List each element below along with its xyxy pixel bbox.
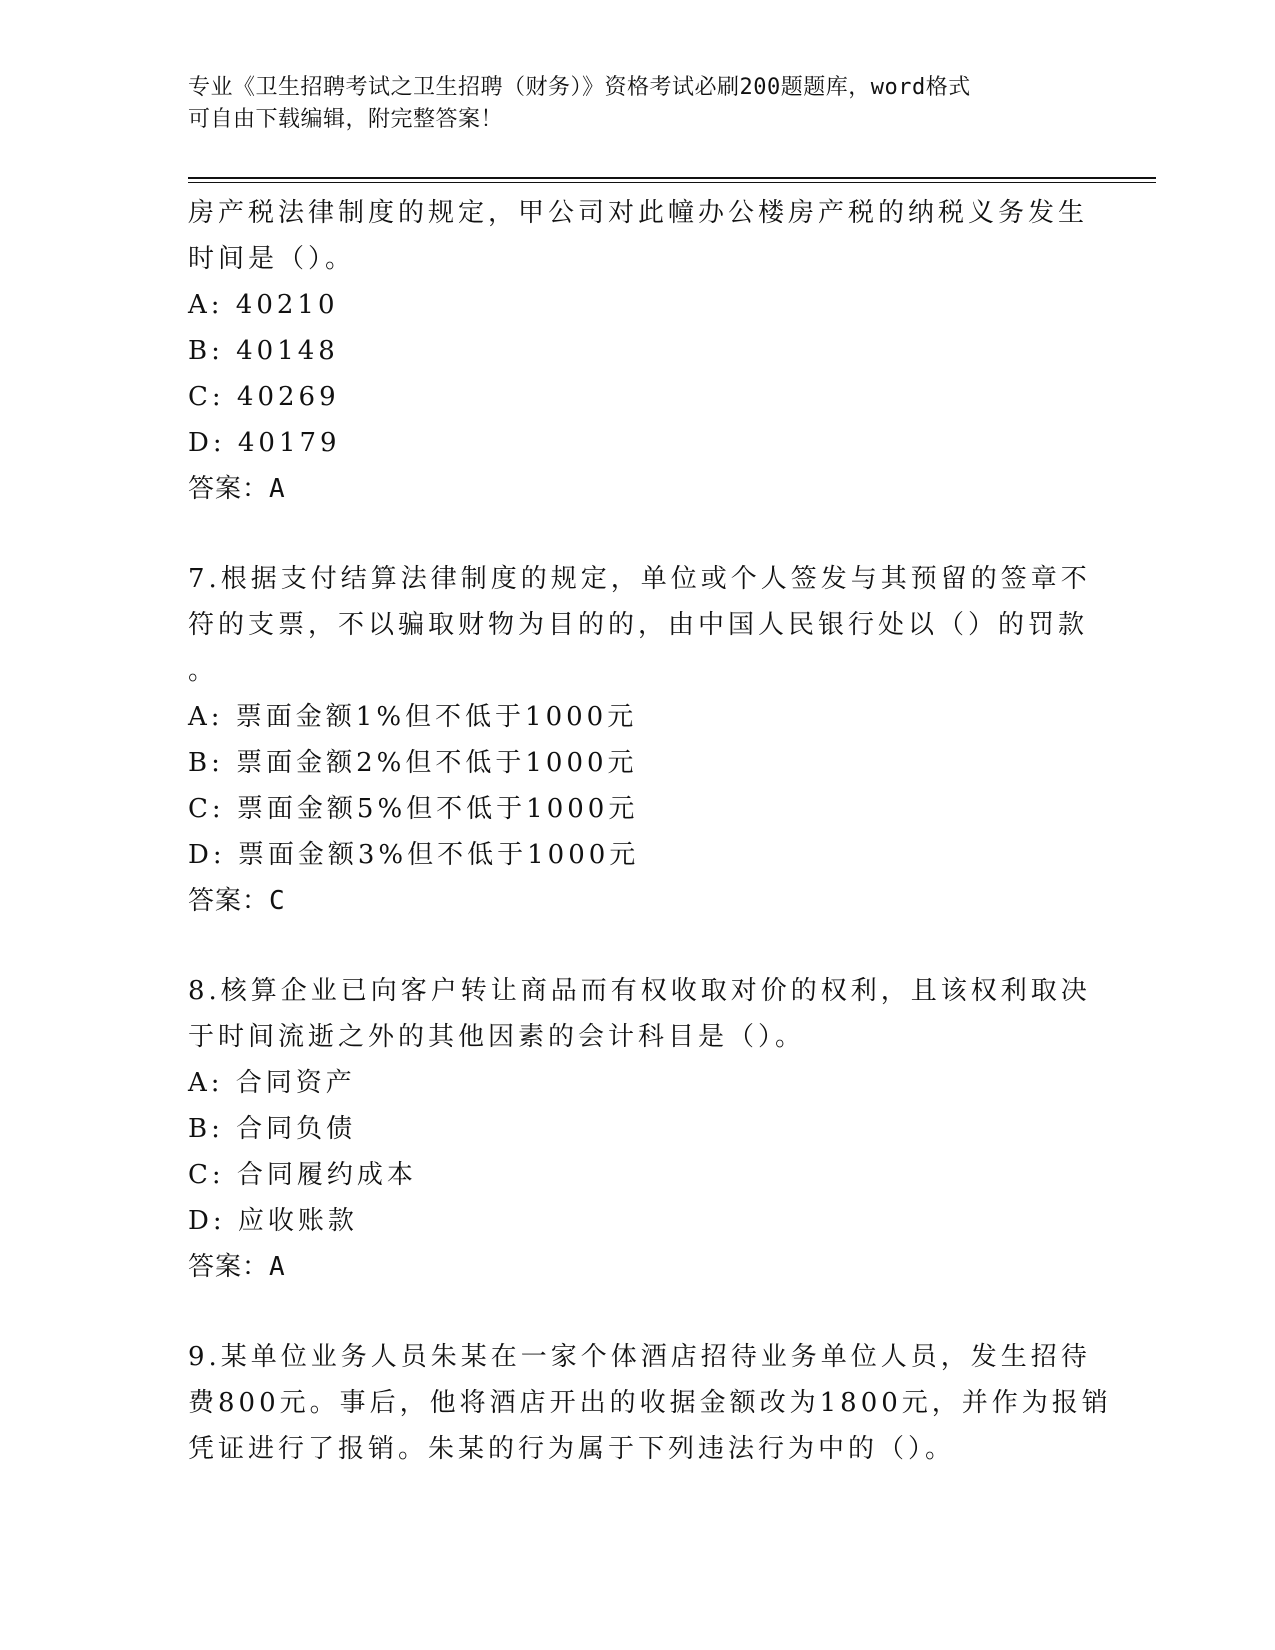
option-b: B: 票面金额2%但不低于1000元 [188, 748, 638, 778]
option-a: A: 票面金额1%但不低于1000元 [188, 702, 638, 732]
header-line-1: 专业《卫生招聘考试之卫生招聘（财务）》资格考试必刷200题题库，word格式 [188, 75, 971, 100]
option-a: A: 合同资产 [188, 1068, 356, 1098]
question-stem-line: 房产税法律制度的规定，甲公司对此幢办公楼房产税的纳税义务发生 [188, 198, 1089, 228]
question-stem-line: 凭证进行了报销。朱某的行为属于下列违法行为中的（）。 [188, 1434, 956, 1464]
option-c: C: 票面金额5%但不低于1000元 [188, 794, 639, 824]
option-d: D: 应收账款 [188, 1206, 358, 1236]
question-6 [188, 190, 1088, 512]
option-c: C: 合同履约成本 [188, 1160, 417, 1190]
question-stem-line: 费800元。事后，他将酒店开出的收据金额改为1800元，并作为报销 [188, 1388, 1112, 1418]
question-8 [188, 968, 1091, 1290]
question-stem-line: 9.某单位业务人员朱某在一家个体酒店招待业务单位人员，发生招待 [188, 1342, 1091, 1372]
question-list [188, 190, 1112, 1516]
header-divider [188, 177, 1156, 183]
question-stem-line: 。 [188, 656, 219, 686]
option-a: A: 40210 [188, 290, 339, 320]
option-b: B: 合同负债 [188, 1114, 357, 1144]
question-7 [188, 556, 1091, 924]
option-d: D: 票面金额3%但不低于1000元 [188, 840, 640, 870]
question-9 [188, 1334, 1112, 1472]
option-c: C: 40269 [188, 382, 340, 412]
question-stem-line: 7.根据支付结算法律制度的规定，单位或个人签发与其预留的签章不 [188, 564, 1091, 594]
question-stem-line: 时间是（）。 [188, 244, 356, 274]
header-line-2: 可自由下载编辑，附完整答案！ [188, 107, 504, 132]
question-stem-line: 8.核算企业已向客户转让商品而有权收取对价的权利，且该权利取决 [188, 976, 1091, 1006]
answer-line: 答案：C [188, 886, 286, 916]
document-header [188, 72, 1088, 136]
answer-line: 答案：A [188, 474, 286, 504]
option-b: B: 40148 [188, 336, 339, 366]
option-d: D: 40179 [188, 428, 341, 458]
answer-line: 答案：A [188, 1252, 286, 1282]
question-stem-line: 于时间流逝之外的其他因素的会计科目是（）。 [188, 1022, 806, 1052]
question-stem-line: 符的支票，不以骗取财物为目的的，由中国人民银行处以（）的罚款 [188, 610, 1089, 640]
